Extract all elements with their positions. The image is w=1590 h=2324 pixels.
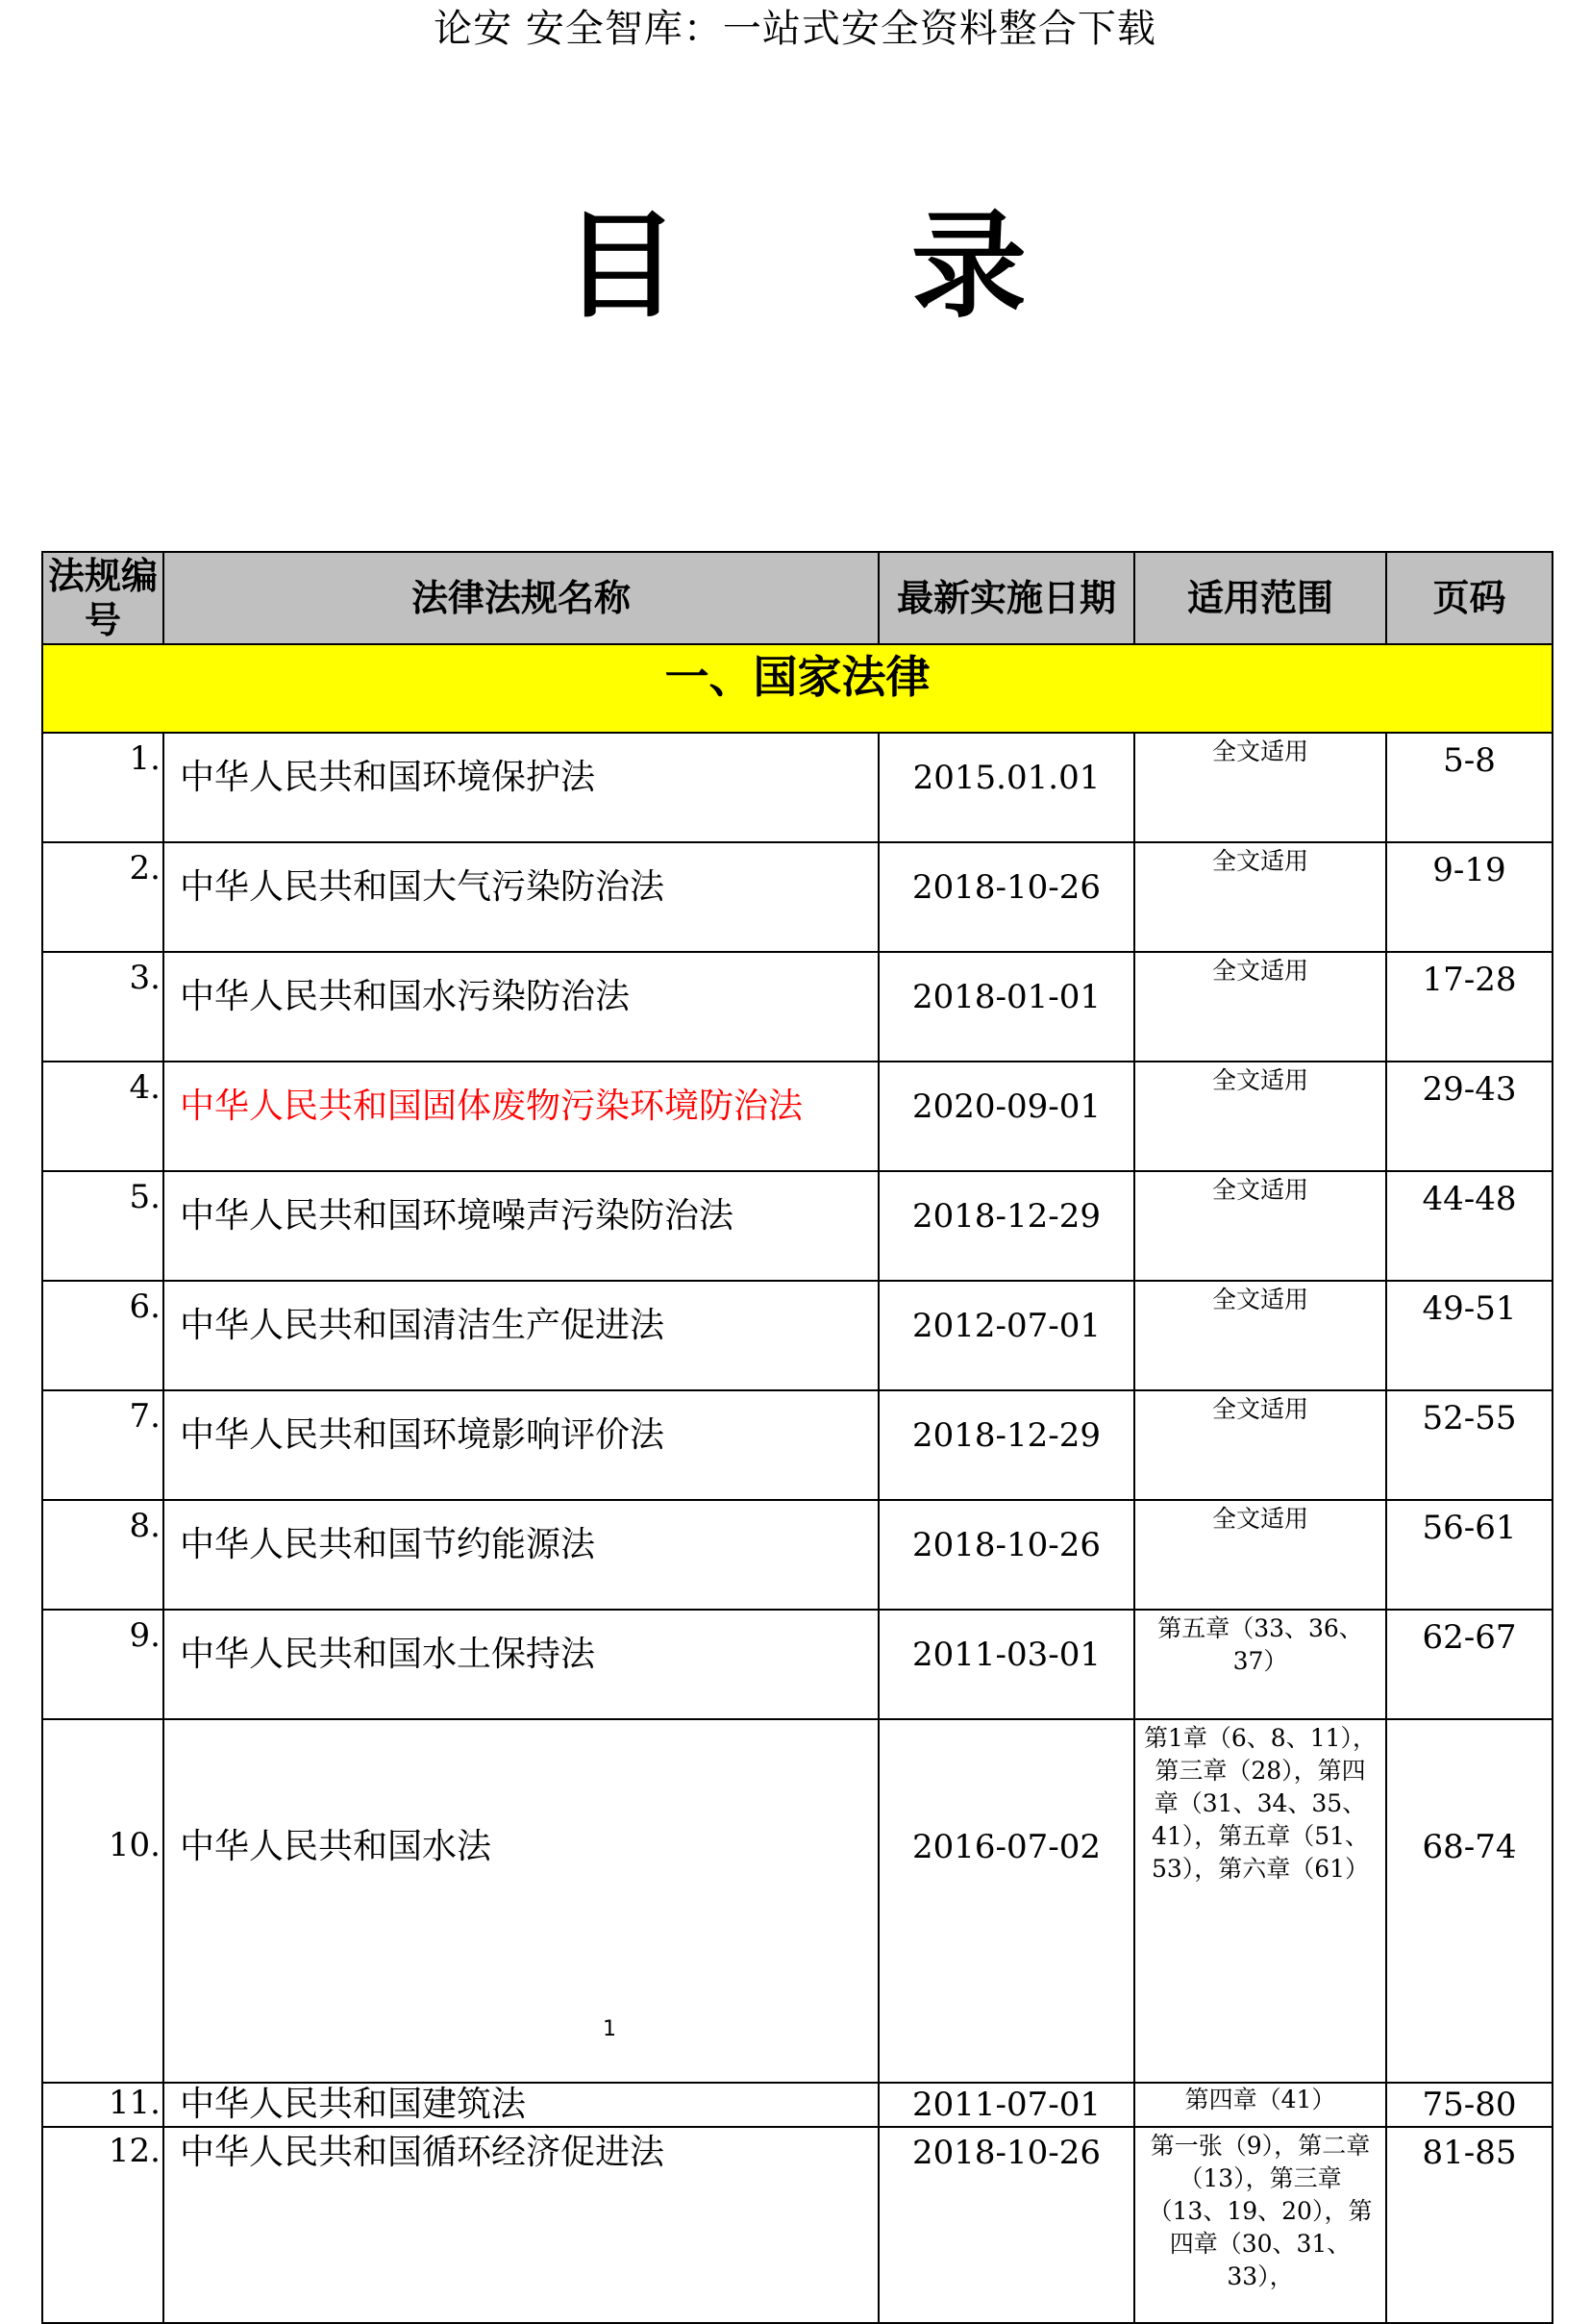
section-row xyxy=(42,644,1553,733)
row-scope: 第四章（41） xyxy=(1134,2083,1386,2127)
row-scope: 全文适用 xyxy=(1134,1171,1386,1281)
table-row xyxy=(42,1610,1553,1719)
row-pages: 17-28 xyxy=(1386,952,1553,1062)
table-row-highlighted xyxy=(42,1062,1553,1171)
row-pages: 81-85 xyxy=(1386,2127,1553,2323)
row-date: 2018-10-26 xyxy=(879,842,1134,952)
row-number: 3. xyxy=(42,952,163,1062)
table-row xyxy=(42,1500,1553,1610)
row-number: 6. xyxy=(42,1281,163,1390)
row-pages: 75-80 xyxy=(1386,2083,1553,2127)
header-name: 法律法规名称 xyxy=(163,552,879,644)
table-row xyxy=(42,952,1553,1062)
row-scope: 第一张（9），第二章（13），第三章（13、19、20），第四章（30、31、33）， xyxy=(1134,2127,1386,2323)
row-scope: 全文适用 xyxy=(1134,842,1386,952)
row-name: 中华人民共和国环境保护法 xyxy=(163,733,879,842)
row-name: 中华人民共和国大气污染防治法 xyxy=(163,842,879,952)
header-scope: 适用范围 xyxy=(1134,552,1386,644)
row-name: 中华人民共和国水污染防治法 xyxy=(163,952,879,1062)
table-row xyxy=(42,733,1553,842)
row-number: 4. xyxy=(42,1062,163,1171)
regulations-table xyxy=(41,551,1553,2324)
row-number: 2. xyxy=(42,842,163,952)
row-pages: 52-55 xyxy=(1386,1390,1553,1500)
row-name: 中华人民共和国清洁生产促进法 xyxy=(163,1281,879,1390)
row-date: 2018-10-26 xyxy=(879,1500,1134,1610)
table-row xyxy=(42,842,1553,952)
row-number: 9. xyxy=(42,1610,163,1719)
header-pages: 页码 xyxy=(1386,552,1553,644)
table-header-row xyxy=(42,552,1553,644)
row-date: 2018-12-29 xyxy=(879,1171,1134,1281)
row-number: 1. xyxy=(42,733,163,842)
document-title: 目 录 xyxy=(563,200,1123,334)
row-scope: 全文适用 xyxy=(1134,952,1386,1062)
table-row xyxy=(42,2083,1553,2127)
row-pages: 68-74 xyxy=(1386,1719,1553,2083)
row-name: 中华人民共和国循环经济促进法 xyxy=(163,2127,879,2323)
page-number: 1 xyxy=(603,2017,616,2041)
row-pages: 56-61 xyxy=(1386,1500,1553,1610)
row-scope: 第五章（33、36、37） xyxy=(1134,1610,1386,1719)
section-title: 一、国家法律 xyxy=(42,644,1553,733)
row-scope: 全文适用 xyxy=(1134,1390,1386,1500)
header-number: 法规编号 xyxy=(42,552,163,644)
row-number: 8. xyxy=(42,1500,163,1610)
row-scope: 全文适用 xyxy=(1134,1062,1386,1171)
row-date: 2012-07-01 xyxy=(879,1281,1134,1390)
row-name-highlighted: 中华人民共和国固体废物污染环境防治法 xyxy=(163,1062,879,1171)
row-name: 中华人民共和国节约能源法 xyxy=(163,1500,879,1610)
row-pages: 5-8 xyxy=(1386,733,1553,842)
table-row xyxy=(42,2127,1553,2323)
row-date: 2015.01.01 xyxy=(879,733,1134,842)
header-date: 最新实施日期 xyxy=(879,552,1134,644)
row-name: 中华人民共和国环境噪声污染防治法 xyxy=(163,1171,879,1281)
row-pages: 49-51 xyxy=(1386,1281,1553,1390)
table-row xyxy=(42,1390,1553,1500)
row-scope: 全文适用 xyxy=(1134,1500,1386,1610)
row-number: 11. xyxy=(42,2083,163,2127)
table-row xyxy=(42,1171,1553,1281)
row-date: 2020-09-01 xyxy=(879,1062,1134,1171)
row-date: 2016-07-02 xyxy=(879,1719,1134,2083)
row-name: 中华人民共和国建筑法 xyxy=(163,2083,879,2127)
row-date: 2018-10-26 xyxy=(879,2127,1134,2323)
row-date: 2011-03-01 xyxy=(879,1610,1134,1719)
row-scope: 全文适用 xyxy=(1134,733,1386,842)
row-date: 2018-01-01 xyxy=(879,952,1134,1062)
row-date: 2011-07-01 xyxy=(879,2083,1134,2127)
row-name: 中华人民共和国水土保持法 xyxy=(163,1610,879,1719)
row-pages: 9-19 xyxy=(1386,842,1553,952)
row-number: 5. xyxy=(42,1171,163,1281)
row-scope: 第1章（6、8、11），第三章（28），第四章（31、34、35、41），第五章（51、53），第六章（61） xyxy=(1134,1719,1386,2083)
table-row xyxy=(42,1281,1553,1390)
row-scope: 全文适用 xyxy=(1134,1281,1386,1390)
row-name: 中华人民共和国水法 xyxy=(163,1719,879,2083)
row-pages: 29-43 xyxy=(1386,1062,1553,1171)
row-pages: 44-48 xyxy=(1386,1171,1553,1281)
row-number: 10. xyxy=(42,1719,163,2083)
row-number: 12. xyxy=(42,2127,163,2323)
page-header: 论安 安全智库：一站式安全资料整合下载 xyxy=(434,7,1156,51)
row-name: 中华人民共和国环境影响评价法 xyxy=(163,1390,879,1500)
row-pages: 62-67 xyxy=(1386,1610,1553,1719)
row-number: 7. xyxy=(42,1390,163,1500)
row-date: 2018-12-29 xyxy=(879,1390,1134,1500)
